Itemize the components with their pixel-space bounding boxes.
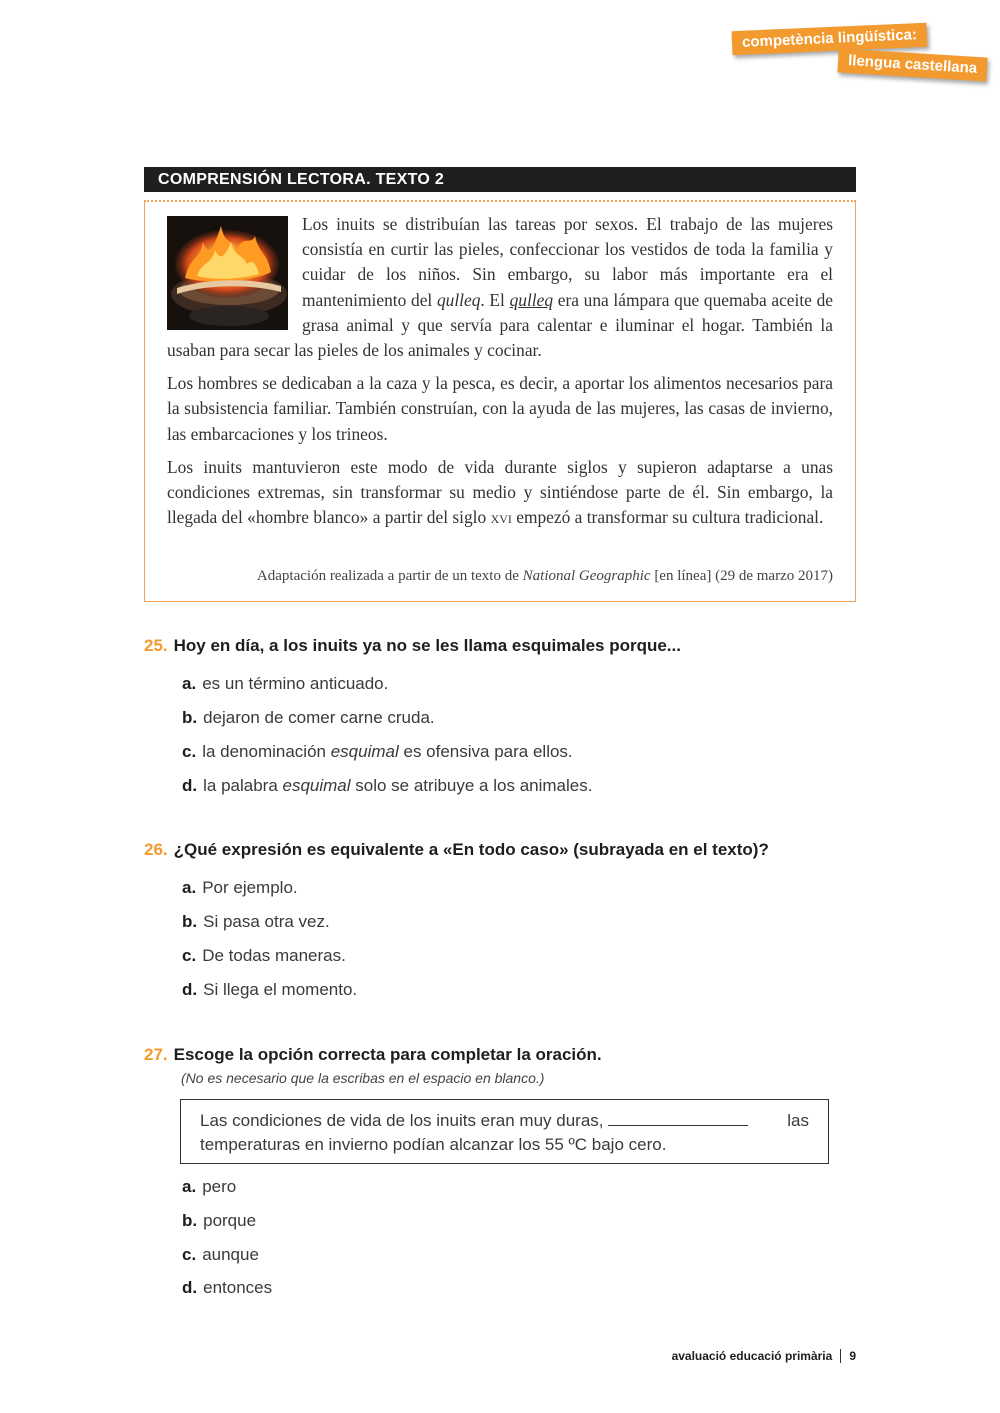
option-emphasis: esquimal (282, 776, 351, 795)
option-text: entonces (203, 1278, 273, 1297)
question-25 (144, 636, 681, 656)
sentence-completion-box (180, 1099, 829, 1164)
option-letter: d. (182, 1278, 198, 1297)
source-suffix: [en línea] (29 de marzo 2017) (650, 568, 833, 584)
option-letter: c. (182, 946, 197, 965)
term-qulleq: qulleq (436, 289, 481, 310)
question-number: 27. (144, 1045, 168, 1064)
option-text: la denominación (202, 742, 331, 761)
question-text: Hoy en día, a los inuits ya no se les llama esquimales porque... (173, 636, 681, 655)
q27-option-a[interactable] (182, 1177, 236, 1197)
reading-paragraph-1-part2: . El (480, 289, 510, 310)
source-prefix: Adaptación realizada a partir de un texto de (256, 568, 523, 584)
question-26 (144, 840, 769, 860)
question-number: 26. (144, 840, 168, 859)
option-text: Por ejemplo. (202, 878, 298, 897)
question-text: ¿Qué expresión es equivalente a «En todo caso» (subrayada en el texto)? (173, 840, 769, 859)
option-text: De todas maneras. (202, 946, 346, 965)
q26-option-c[interactable] (182, 946, 346, 966)
option-text: Si llega el momento. (203, 980, 358, 999)
footer-divider (840, 1349, 841, 1363)
reading-paragraph-1-part1: Los inuits se distribuían las tareas por sexos. El trabajo de las mujeres consistía en curtir las pieles, confeccionar los vestidos de toda la familia y cuidar de los niños. Sin embargo, su labor más importante era el mantenimiento del (302, 214, 833, 310)
reading-paragraph-1-part3: era una lámpara que quemaba aceite de grasa animal y que servía para calentar e iluminar el hogar. También la usaban para secar las pieles de los animales y cocinar. (167, 289, 833, 361)
option-emphasis: esquimal (330, 742, 399, 761)
q27-option-c[interactable] (182, 1245, 259, 1265)
q26-option-a[interactable] (182, 878, 298, 898)
option-letter: d. (182, 980, 198, 999)
reading-paragraph-1 (167, 212, 833, 363)
source-citation (257, 568, 833, 585)
q25-option-c[interactable] (182, 742, 573, 762)
option-letter: c. (182, 1245, 197, 1264)
reading-passage-box (144, 200, 856, 602)
section-title: COMPRENSIÓN LECTORA. TEXTO 2 (144, 167, 856, 192)
option-letter: c. (182, 742, 197, 761)
sentence-part-1: Las condiciones de vida de los inuits eran muy duras, (200, 1111, 604, 1130)
page-number: 9 (849, 1349, 856, 1363)
century-numeral: xvi (490, 507, 512, 528)
option-text: solo se atribuye a los animales. (350, 776, 593, 795)
option-text: es un término anticuado. (202, 674, 389, 693)
q26-option-b[interactable] (182, 912, 330, 932)
subject-tag-language: llengua castellana (837, 48, 987, 81)
page-footer (672, 1349, 856, 1363)
option-text: aunque (202, 1245, 259, 1264)
question-27 (144, 1045, 602, 1065)
option-letter: a. (182, 674, 197, 693)
option-letter: a. (182, 1177, 197, 1196)
option-letter: b. (182, 1211, 198, 1230)
sentence-part-2: las (787, 1111, 809, 1130)
option-text: pero (202, 1177, 237, 1196)
question-27-note: (No es necesario que la escribas en el espacio en blanco.) (181, 1070, 545, 1086)
question-text: Escoge la opción correcta para completar la oración. (173, 1045, 602, 1064)
q25-option-a[interactable] (182, 674, 388, 694)
option-letter: a. (182, 878, 197, 897)
option-letter: d. (182, 776, 198, 795)
footer-label: avaluació educació primària (671, 1349, 833, 1363)
sentence-line-2: temperaturas en invierno podían alcanzar los 55 ºC bajo cero. (200, 1135, 667, 1154)
sentence-line-1 (200, 1109, 809, 1133)
reading-paragraph-3 (167, 455, 833, 531)
term-qulleq-underlined: qulleq (509, 289, 554, 310)
option-text: dejaron de comer carne cruda. (203, 708, 435, 727)
reading-paragraph-2: Los hombres se dedicaban a la caza y la pesca, es decir, a aportar los alimentos necesarios para la subsistencia familiar. También construían, con la ayuda de las mujeres, las casas de invierno, las embarcaciones y los trineos. (167, 373, 833, 444)
q27-option-d[interactable] (182, 1278, 272, 1298)
option-letter: b. (182, 912, 198, 931)
reading-text (167, 212, 833, 538)
subject-tag-competence: competència lingüística: (732, 23, 928, 55)
reading-paragraph-3-part1: Los inuits mantuvieron este modo de vida durante siglos y supieron adaptarse a unas condiciones extremas, sin transformar su medio y sintiéndose parte de él. Sin embargo, la llegada del «hombre blanco» a partir del siglo (167, 456, 833, 528)
option-letter: b. (182, 708, 198, 727)
blank-space[interactable] (608, 1111, 748, 1126)
q26-option-d[interactable] (182, 980, 357, 1000)
option-text: Si pasa otra vez. (203, 912, 330, 931)
q25-option-d[interactable] (182, 776, 592, 796)
source-title: National Geographic (522, 568, 651, 584)
option-text: porque (203, 1211, 257, 1230)
question-number: 25. (144, 636, 168, 655)
option-text: la palabra (203, 776, 283, 795)
option-text: es ofensiva para ellos. (398, 742, 573, 761)
reading-paragraph-3-part2: empezó a transformar su cultura tradicional. (511, 507, 824, 528)
q27-option-b[interactable] (182, 1211, 256, 1231)
q25-option-b[interactable] (182, 708, 435, 728)
